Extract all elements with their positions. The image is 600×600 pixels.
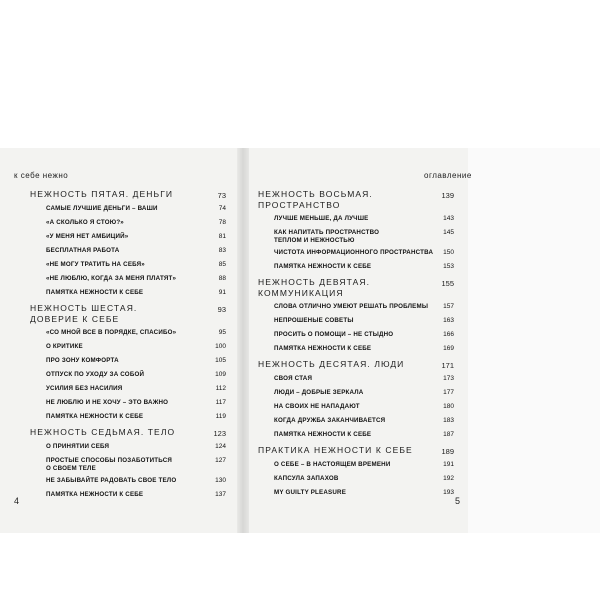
toc-left-page: [30, 189, 226, 505]
page-number-right: 5: [455, 496, 461, 506]
entry-title: НЕ ЛЮБЛЮ И НЕ ХОЧУ – ЭТО ВАЖНО: [46, 399, 169, 406]
entry-page-number: 169: [443, 345, 454, 352]
toc-entry: [46, 457, 226, 473]
chapter-title: НЕЖНОСТЬ ДЕСЯТАЯ. ЛЮДИ: [258, 359, 405, 369]
entry-title: ЛЮДИ – ДОБРЫЕ ЗЕРКАЛА: [274, 389, 364, 396]
chapter-entries: [30, 443, 226, 499]
toc-entry: [46, 491, 226, 499]
chapter-page-number: 171: [441, 361, 454, 370]
running-head-left: к себе нежно: [14, 171, 69, 180]
chapter-heading: [258, 445, 454, 457]
entry-title: «НЕ ЛЮБЛЮ, КОГДА ЗА МЕНЯ ПЛАТЯТ»: [46, 275, 177, 282]
entry-title: ПРОСИТЬ О ПОМОЩИ – НЕ СТЫДНО: [274, 331, 394, 338]
entry-page-number: 157: [443, 303, 454, 310]
entry-title: О КРИТИКЕ: [46, 343, 83, 350]
chapter-title: НЕЖНОСТЬ ПЯТАЯ. ДЕНЬГИ: [30, 189, 174, 199]
toc-entry: [274, 331, 454, 339]
entry-title: MY GUILTY PLEASURE: [274, 489, 347, 496]
entry-title: НЕПРОШЕНЫЕ СОВЕТЫ: [274, 317, 354, 324]
running-head-right: оглавление: [424, 171, 472, 180]
entry-title: САМЫЕ ЛУЧШИЕ ДЕНЬГИ – ВАШИ: [46, 205, 158, 212]
chapter-title: НЕЖНОСТЬ ШЕСТАЯ. ДОВЕРИЕ К СЕБЕ: [30, 303, 138, 324]
entry-title: СВОЯ СТАЯ: [274, 375, 313, 382]
entry-page-number: 85: [218, 261, 226, 268]
toc-entry: [274, 389, 454, 397]
entry-title: БЕСПЛАТНАЯ РАБОТА: [46, 247, 120, 254]
chapter-heading: [30, 303, 226, 325]
toc-entry: [46, 205, 226, 213]
entry-title: ПРОСТЫЕ СПОСОБЫ ПОЗАБОТИТЬСЯ О СВОЕМ ТЕЛЕ: [46, 457, 173, 472]
toc-entry: [46, 275, 226, 283]
entry-page-number: 91: [218, 289, 226, 296]
book-gutter: [237, 148, 249, 533]
toc-section: [258, 277, 454, 353]
toc-section: [258, 189, 454, 271]
toc-entry: [46, 343, 226, 351]
toc-entry: [46, 329, 226, 337]
entry-page-number: 183: [443, 417, 454, 424]
toc-entry: [274, 317, 454, 325]
entry-title: «СО МНОЙ ВСЕ В ПОРЯДКЕ, СПАСИБО»: [46, 329, 177, 336]
chapter-entries: [258, 303, 454, 353]
chapter-entries: [258, 375, 454, 439]
toc-entry: [274, 475, 454, 483]
toc-section: [258, 359, 454, 439]
toc-entry: [46, 399, 226, 407]
entry-title: «НЕ МОГУ ТРАТИТЬ НА СЕБЯ»: [46, 261, 145, 268]
toc-entry: [46, 413, 226, 421]
entry-title: ПРО ЗОНУ КОМФОРТА: [46, 357, 119, 364]
toc-entry: [274, 417, 454, 425]
chapter-page-number: 155: [441, 279, 454, 288]
entry-page-number: 119: [215, 413, 226, 420]
toc-entry: [274, 229, 454, 245]
chapter-heading: [258, 189, 454, 211]
chapter-heading: [30, 427, 226, 439]
toc-section: [30, 427, 226, 499]
entry-page-number: 143: [443, 215, 454, 222]
chapter-title: НЕЖНОСТЬ СЕДЬМАЯ. ТЕЛО: [30, 427, 176, 437]
entry-page-number: 95: [218, 329, 226, 336]
entry-title: ПАМЯТКА НЕЖНОСТИ К СЕБЕ: [46, 289, 144, 296]
toc-entry: [46, 371, 226, 379]
chapter-page-number: 189: [441, 447, 454, 456]
entry-page-number: 83: [218, 247, 226, 254]
toc-entry: [46, 261, 226, 269]
toc-section: [30, 189, 226, 297]
entry-page-number: 127: [215, 457, 226, 464]
toc-section: [30, 303, 226, 421]
entry-page-number: 163: [443, 317, 454, 324]
entry-page-number: 192: [443, 475, 454, 482]
entry-page-number: 191: [443, 461, 454, 468]
entry-page-number: 112: [215, 385, 226, 392]
entry-page-number: 177: [443, 389, 454, 396]
entry-page-number: 105: [215, 357, 226, 364]
entry-title: КАК НАПИТАТЬ ПРОСТРАНСТВО ТЕПЛОМ И НЕЖНОСТЬЮ: [274, 229, 380, 244]
entry-page-number: 124: [215, 443, 226, 450]
entry-page-number: 166: [443, 331, 454, 338]
chapter-page-number: 123: [213, 429, 226, 438]
entry-page-number: 109: [215, 371, 226, 378]
toc-entry: [46, 219, 226, 227]
entry-title: ЛУЧШЕ МЕНЬШЕ, ДА ЛУЧШЕ: [274, 215, 369, 222]
entry-page-number: 187: [443, 431, 454, 438]
toc-entry: [274, 489, 454, 497]
chapter-page-number: 93: [217, 305, 226, 314]
entry-title: ПАМЯТКА НЕЖНОСТИ К СЕБЕ: [46, 413, 144, 420]
entry-title: КАПСУЛА ЗАПАХОВ: [274, 475, 339, 482]
entry-page-number: 88: [218, 275, 226, 282]
toc-entry: [46, 247, 226, 255]
entry-page-number: 130: [215, 477, 226, 484]
entry-page-number: 145: [443, 229, 454, 236]
toc-entry: [274, 403, 454, 411]
chapter-title: ПРАКТИКА НЕЖНОСТИ К СЕБЕ: [258, 445, 413, 455]
entry-title: КОГДА ДРУЖБА ЗАКАНЧИВАЕТСЯ: [274, 417, 386, 424]
chapter-heading: [30, 189, 226, 201]
entry-page-number: 193: [443, 489, 454, 496]
entry-page-number: 173: [443, 375, 454, 382]
entry-title: НА СВОИХ НЕ НАПАДАЮТ: [274, 403, 360, 410]
entry-page-number: 117: [215, 399, 226, 406]
entry-title: «А СКОЛЬКО Я СТОЮ?»: [46, 219, 124, 226]
entry-page-number: 78: [218, 219, 226, 226]
toc-entry: [274, 431, 454, 439]
entry-title: УСИЛИЯ БЕЗ НАСИЛИЯ: [46, 385, 123, 392]
toc-entry: [46, 233, 226, 241]
page-edge: [468, 148, 600, 533]
entry-title: СЛОВА ОТЛИЧНО УМЕЮТ РЕШАТЬ ПРОБЛЕМЫ: [274, 303, 429, 310]
toc-entry: [274, 375, 454, 383]
toc-entry: [46, 477, 226, 485]
entry-title: ПАМЯТКА НЕЖНОСТИ К СЕБЕ: [274, 431, 372, 438]
entry-page-number: 150: [443, 249, 454, 256]
chapter-entries: [30, 329, 226, 421]
entry-page-number: 100: [215, 343, 226, 350]
entry-title: О СЕБЕ – В НАСТОЯЩЕМ ВРЕМЕНИ: [274, 461, 391, 468]
toc-right-page: [258, 189, 454, 503]
entry-title: ОТПУСК ПО УХОДУ ЗА СОБОЙ: [46, 371, 145, 378]
entry-page-number: 137: [215, 491, 226, 498]
toc-entry: [46, 385, 226, 393]
chapter-entries: [258, 461, 454, 497]
chapter-title: НЕЖНОСТЬ ВОСЬМАЯ. ПРОСТРАНСТВО: [258, 189, 373, 210]
entry-title: НЕ ЗАБЫВАЙТЕ РАДОВАТЬ СВОЕ ТЕЛО: [46, 477, 177, 484]
toc-entry: [274, 215, 454, 223]
entry-title: О ПРИНЯТИИ СЕБЯ: [46, 443, 110, 450]
entry-title: «У МЕНЯ НЕТ АМБИЦИЙ»: [46, 233, 129, 240]
entry-title: ПАМЯТКА НЕЖНОСТИ К СЕБЕ: [46, 491, 144, 498]
entry-title: ПАМЯТКА НЕЖНОСТИ К СЕБЕ: [274, 345, 372, 352]
chapter-title: НЕЖНОСТЬ ДЕВЯТАЯ. КОММУНИКАЦИЯ: [258, 277, 371, 298]
toc-entry: [274, 303, 454, 311]
chapter-entries: [258, 215, 454, 271]
entry-title: ПАМЯТКА НЕЖНОСТИ К СЕБЕ: [274, 263, 372, 270]
entry-page-number: 74: [218, 205, 226, 212]
chapter-heading: [258, 277, 454, 299]
toc-section: [258, 445, 454, 497]
chapter-page-number: 139: [441, 191, 454, 200]
entry-page-number: 153: [443, 263, 454, 270]
page-number-left: 4: [14, 496, 20, 506]
chapter-page-number: 73: [217, 191, 226, 200]
toc-entry: [274, 263, 454, 271]
toc-entry: [46, 357, 226, 365]
chapter-heading: [258, 359, 454, 371]
entry-title: ЧИСТОТА ИНФОРМАЦИОННОГО ПРОСТРАНСТВА: [274, 249, 434, 256]
entry-page-number: 81: [218, 233, 226, 240]
toc-entry: [274, 249, 454, 257]
toc-entry: [274, 345, 454, 353]
toc-entry: [46, 289, 226, 297]
toc-entry: [46, 443, 226, 451]
chapter-entries: [30, 205, 226, 297]
entry-page-number: 180: [443, 403, 454, 410]
toc-entry: [274, 461, 454, 469]
